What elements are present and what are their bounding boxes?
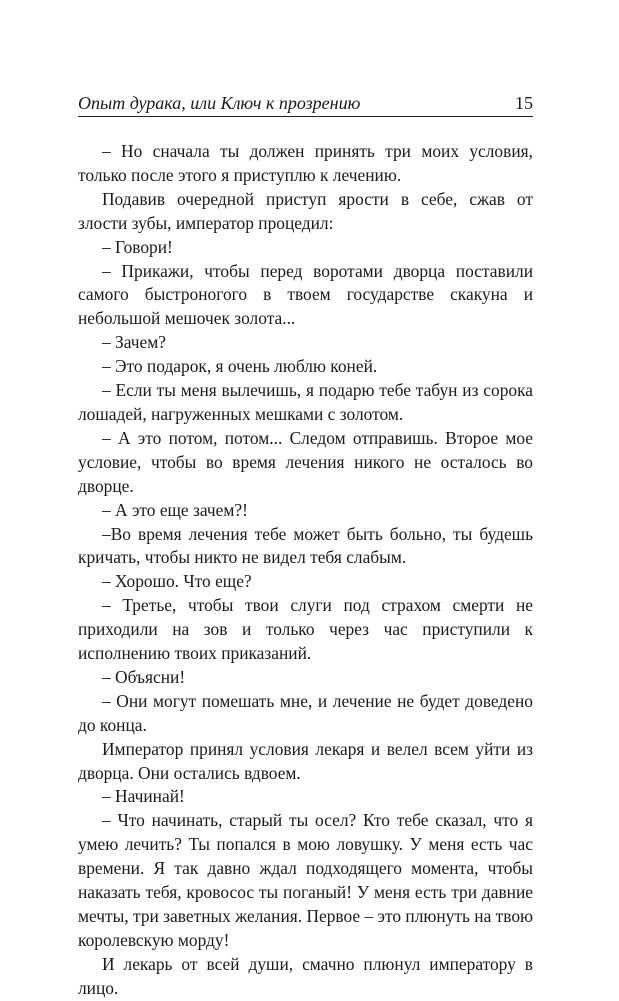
- paragraph: – Говори!: [102, 236, 173, 257]
- running-title: Опыт дурака, или Ключ к прозрению: [78, 93, 361, 113]
- paragraph: –Во время лечения тебе может быть больно, ты будешь кричать, чтобы никто не видел тебя слабым.: [78, 523, 533, 568]
- body-text: [78, 140, 533, 1001]
- paragraph: – Что начинать, старый ты осел? Кто тебе сказал, что я умею лечить? Ты попался в мою ловушку. У меня есть час времени. Я так давно ждал подходящего момента, чтобы наказать тебя, кровосос ты поганый! У меня есть три давние мечты, три заветных желания. Первое – это плюнуть на твою королевскую морду!: [78, 810, 534, 950]
- paragraph: – Хорошо. Что еще?: [102, 571, 252, 592]
- paragraph: – Объясни!: [102, 666, 186, 687]
- paragraph: – Но сначала ты должен принять три моих условия, только после этого я приступлю к лечению.: [78, 141, 533, 185]
- paragraph: – Зачем?: [102, 332, 166, 353]
- paragraph: И лекарь от всей души, смачно плюнул императору в лицо.: [78, 953, 533, 998]
- running-header: [78, 92, 533, 117]
- paragraph: Подавив очередной приступ ярости в себе, сжав от злости зубы, император процедил:: [78, 188, 533, 233]
- paragraph: – Это подарок, я очень люблю коней.: [102, 356, 378, 377]
- paragraph: – Прикажи, чтобы перед воротами дворца поставили самого быстроногого в твоем государстве скакуна и небольшой мешочек золота...: [78, 260, 533, 329]
- paragraph: Император принял условия лекаря и велел всем уйти из дворца. Они остались вдвоем.: [78, 738, 533, 783]
- page-number: 15: [515, 93, 533, 113]
- paragraph: – А это потом, потом... Следом отправишь. Второе мое условие, чтобы во время лечения никого не осталось во дворце.: [78, 427, 533, 496]
- paragraph: – Они могут помешать мне, и лечение не будет доведено до конца.: [78, 690, 533, 735]
- paragraph: – Начинай!: [102, 786, 185, 807]
- paragraph: – А это еще зачем?!: [102, 499, 248, 520]
- paragraph: – Если ты меня вылечишь, я подарю тебе табун из сорока лошадей, нагруженных мешками с золотом.: [78, 380, 533, 424]
- paragraph: – Третье, чтобы твои слуги под страхом смерти не приходили на зов и только через час приступили к исполнению твоих приказаний.: [78, 595, 533, 664]
